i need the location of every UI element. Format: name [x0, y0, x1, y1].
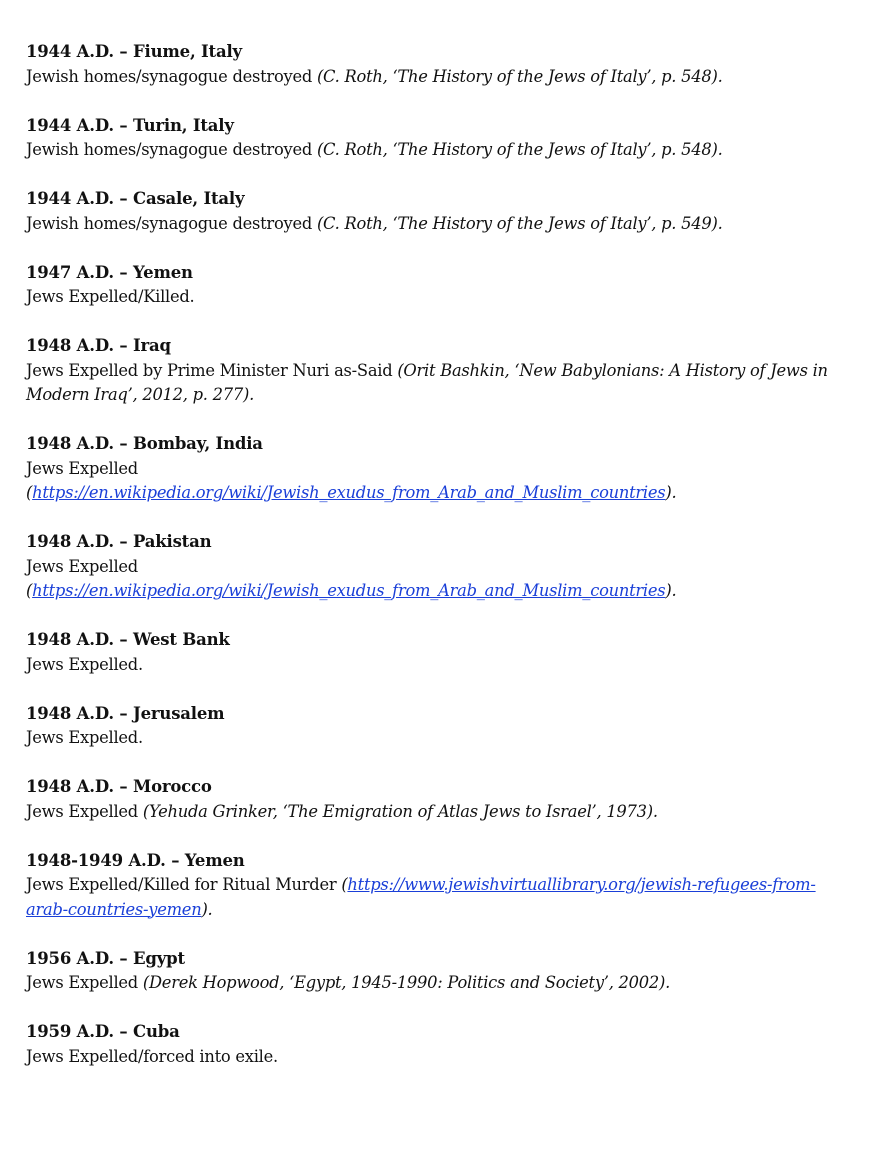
entry-text: Jews Expelled: [26, 973, 143, 992]
entry-fiume: [26, 40, 848, 89]
entry-heading: 1948 A.D. – West Bank: [26, 630, 230, 649]
entry-text: Jews Expelled.: [26, 654, 143, 674]
entry-body: [26, 285, 848, 310]
entry-heading: 1948 A.D. – Pakistan: [26, 532, 212, 551]
entry-heading: 1948 A.D. – Bombay, India: [26, 434, 263, 453]
entry-pakistan: [26, 530, 848, 604]
entry-text: Jews Expelled/Killed for Ritual Murder: [26, 875, 342, 894]
entry-body: [26, 726, 848, 751]
entry-text: Jewish homes/synagogue destroyed: [26, 66, 317, 86]
entry-west-bank: [26, 628, 848, 677]
entry-citation: (Derek Hopwood, ‘Egypt, 1945-1990: Politics and Society’, 2002).: [142, 973, 671, 992]
entry-heading: 1948 A.D. – Iraq: [26, 336, 171, 355]
entry-text: Jews Expelled.: [26, 728, 143, 747]
entry-heading: 1948-1949 A.D. – Yemen: [26, 850, 245, 870]
entry-heading: 1948 A.D. – Jerusalem: [26, 703, 225, 723]
entry-text: Jews Expelled/forced into exile.: [26, 1046, 278, 1066]
entry-heading: 1956 A.D. – Egypt: [26, 948, 185, 968]
entry-yemen-1948-1949: [26, 849, 848, 923]
entry-body: [26, 971, 686, 996]
entry-casale: [26, 187, 848, 236]
citation-close-paren: ).: [665, 483, 677, 502]
entry-text: Jewish homes/synagogue destroyed: [26, 140, 317, 159]
entry-text: Jews Expelled: [26, 458, 138, 478]
entry-heading: 1944 A.D. – Casale, Italy: [26, 189, 245, 208]
entry-citation: (C. Roth, ‘The History of the Jews of Italy’, p. 548).: [316, 66, 723, 86]
entry-citation: (C. Roth, ‘The History of the Jews of Italy’, p. 548).: [316, 140, 723, 159]
entry-egypt: [26, 947, 848, 996]
entry-morocco: [26, 775, 848, 824]
citation-close-paren: ).: [665, 581, 677, 600]
entry-jerusalem: [26, 702, 848, 751]
citation-close-paren: ).: [201, 899, 213, 919]
entry-heading: 1947 A.D. – Yemen: [26, 262, 193, 282]
entry-text: Jews Expelled: [26, 801, 143, 821]
citation-open-paren: (: [26, 483, 33, 502]
wikipedia-link[interactable]: https://en.wikipedia.org/wiki/Jewish_exudus_from_Arab_and_Muslim_countries: [32, 483, 666, 502]
entry-turin: [26, 114, 848, 163]
entry-body: [26, 138, 848, 163]
entry-bombay: [26, 432, 848, 506]
entry-citation: (Yehuda Grinker, ‘The Emigration of Atlas Jews to Israel’, 1973).: [142, 801, 658, 821]
entry-cuba: [26, 1020, 848, 1069]
entry-body: [26, 457, 848, 506]
entry-text: Jews Expelled: [26, 556, 138, 576]
entry-heading: 1948 A.D. – Morocco: [26, 777, 212, 796]
entry-body: [26, 800, 848, 825]
entry-heading: 1944 A.D. – Turin, Italy: [26, 115, 234, 135]
entry-iraq: [26, 334, 848, 408]
entry-text: Jewish homes/synagogue destroyed: [26, 213, 317, 233]
jewish-virtual-library-link[interactable]: https://www.jewishvirtuallibrary.org/jewish-refugees-from-arab-countries-yemen: [26, 875, 816, 919]
entry-body: [26, 653, 848, 678]
entry-citation: [26, 579, 848, 604]
entry-citation: [26, 481, 848, 506]
entry-yemen-1947: [26, 261, 848, 310]
entry-body: [26, 65, 848, 90]
entry-text: Jews Expelled by Prime Minister Nuri as-Said: [26, 360, 398, 380]
entry-body: [26, 359, 848, 408]
wikipedia-link[interactable]: https://en.wikipedia.org/wiki/Jewish_exudus_from_Arab_and_Muslim_countries: [32, 581, 666, 600]
citation-open-paren: (: [341, 875, 348, 894]
citation-open-paren: (: [26, 581, 33, 600]
entry-citation: (Orit Bashkin, ‘New Babylonians: A History of Jews in Modern Iraq’, 2012, p. 277).: [26, 360, 828, 404]
entry-body: [26, 212, 848, 237]
entry-heading: 1959 A.D. – Cuba: [26, 1022, 180, 1041]
entry-text: Jews Expelled/Killed.: [26, 287, 195, 306]
entry-body: [26, 873, 848, 922]
entry-citation: (C. Roth, ‘The History of the Jews of Italy’, p. 549).: [316, 213, 723, 233]
entry-heading: 1944 A.D. – Fiume, Italy: [26, 42, 242, 61]
entry-body: [26, 1045, 848, 1070]
entry-body: [26, 555, 848, 604]
